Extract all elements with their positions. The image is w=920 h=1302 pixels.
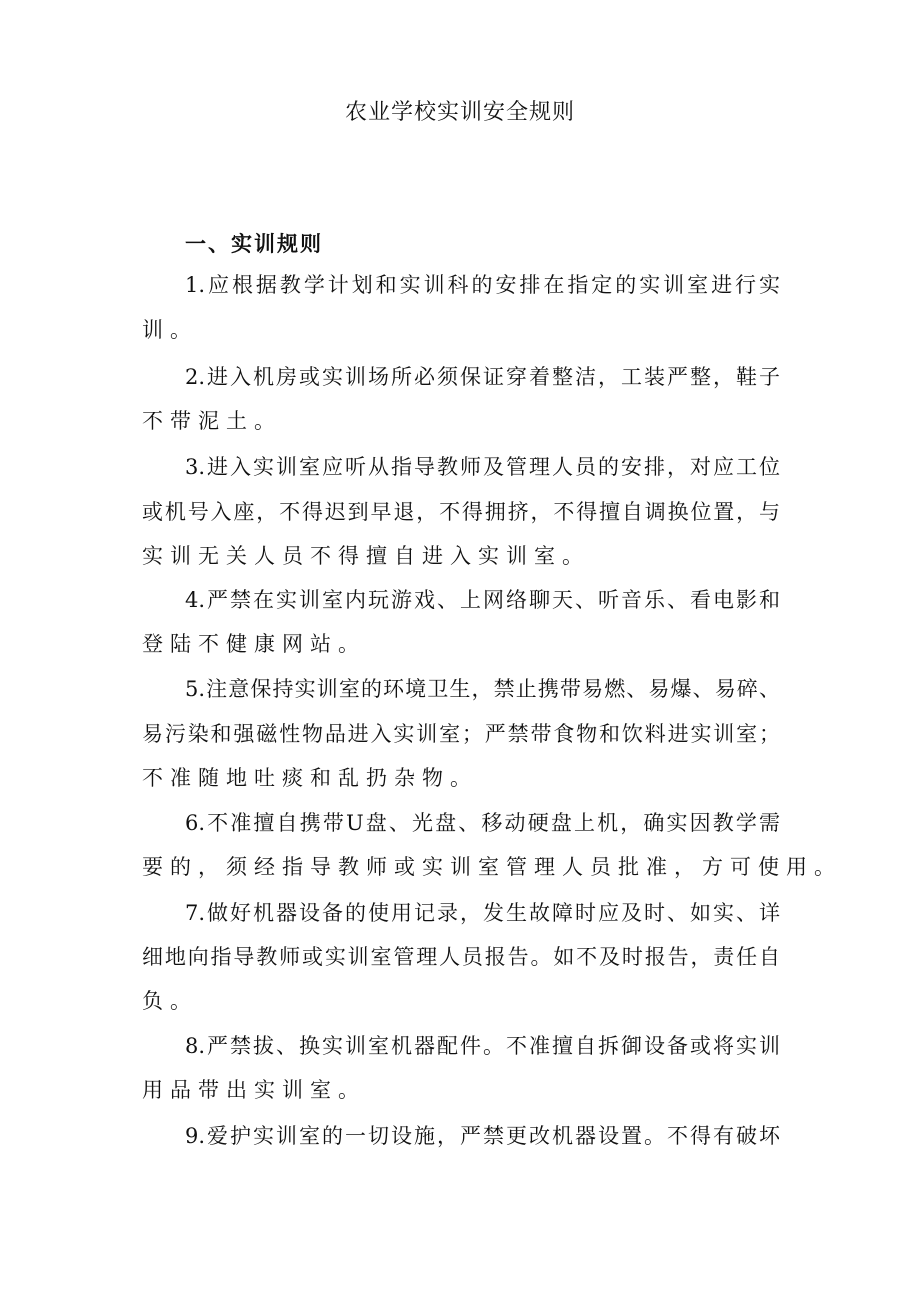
rule-3-line: 3.进入实训室应听从指导教师及管理人员的安排，对应工位 [185, 455, 780, 479]
rule-3-line: 或机号入座，不得迟到早退，不得拥挤，不得擅自调换位置，与 [142, 500, 780, 524]
rule-2-line: 不带泥土。 [142, 409, 282, 433]
rule-5-line: 易污染和强磁性物品进入实训室；严禁带食物和饮料进实训室； [142, 722, 780, 746]
rule-6-line: 要的，须经指导教师或实训室管理人员批准，方可使用。 [142, 855, 842, 879]
rule-1-line: 训。 [142, 318, 198, 342]
section-heading: 一、实训规则 [185, 232, 323, 256]
rule-4-line: 登陆不健康网站。 [142, 632, 366, 656]
rule-9-line: 9.爱护实训室的一切设施，严禁更改机器设置。不得有破坏 [185, 1124, 780, 1148]
rule-5-line: 5.注意保持实训室的环境卫生，禁止携带易燃、易爆、易碎、 [185, 677, 780, 701]
rule-8-line: 用品带出实训室。 [142, 1078, 366, 1102]
rule-3-line: 实训无关人员不得擅自进入实训室。 [142, 544, 590, 568]
rule-7-line: 细地向指导教师或实训室管理人员报告。如不及时报告，责任自 [142, 945, 780, 969]
rule-2-line: 2.进入机房或实训场所必须保证穿着整洁，工装严整，鞋子 [185, 365, 780, 389]
rule-7-line: 7.做好机器设备的使用记录，发生故障时应及时、如实、详 [185, 901, 780, 925]
document-title: 农业学校实训安全规则 [344, 100, 575, 125]
rule-7-line: 负。 [142, 989, 198, 1013]
rule-6-line: 6.不准擅自携带U盘、光盘、移动硬盘上机，确实因教学需 [185, 811, 780, 835]
rule-8-line: 8.严禁拔、换实训室机器配件。不准擅自拆御设备或将实训 [185, 1034, 780, 1058]
rule-1-line: 1.应根据教学计划和实训科的安排在指定的实训室进行实 [185, 273, 780, 297]
rule-4-line: 4.严禁在实训室内玩游戏、上网络聊天、听音乐、看电影和 [185, 588, 780, 612]
rule-5-line: 不准随地吐痰和乱扔杂物。 [142, 766, 478, 790]
